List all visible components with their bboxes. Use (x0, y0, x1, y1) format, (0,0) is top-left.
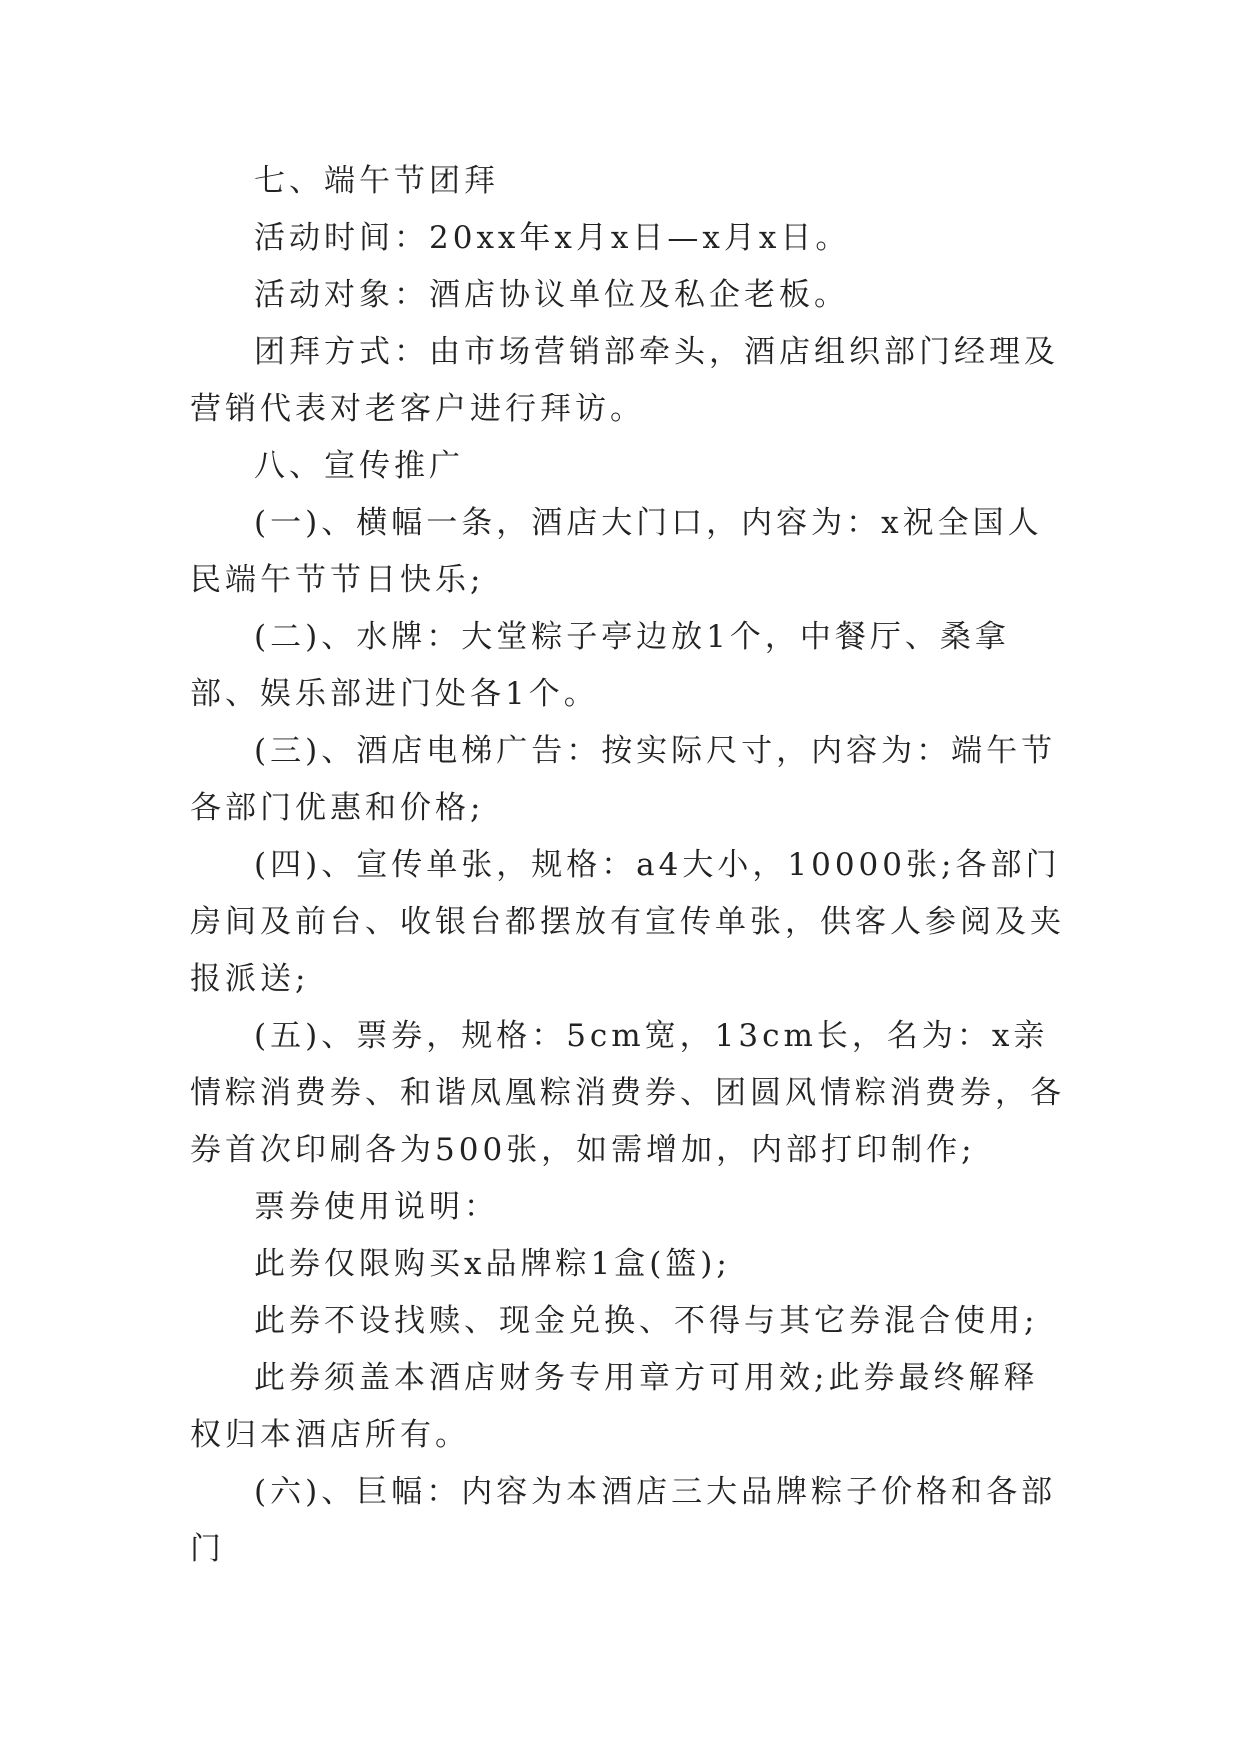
paragraph-voucher-rule-3: 此券须盖本酒店财务专用章方可用效;此券最终解释权归本酒店所有。 (190, 1360, 1039, 1453)
paragraph-visit-method: 团拜方式：由市场营销部牵头，酒店组织部门经理及营销代表对老客户进行拜访。 (190, 334, 1059, 427)
paragraph-banner: (一)、横幅一条，酒店大门口，内容为：x祝全国人民端午节节日快乐; (190, 505, 1043, 598)
paragraph-flyers: (四)、宣传单张，规格：a4大小，10000张;各部门房间及前台、收银台都摆放有宣传单张，供客人参阅及夹报派送; (190, 847, 1065, 997)
paragraph-activity-time: 活动时间：20xx年x月x日—x月x日。 (254, 220, 851, 256)
document-body (190, 153, 1070, 1578)
paragraph-activity-target: 活动对象：酒店协议单位及私企老板。 (254, 277, 849, 313)
paragraph-voucher-rule-2: 此券不设找赎、现金兑换、不得与其它券混合使用; (254, 1303, 1039, 1339)
paragraph-giant-banner: (六)、巨幅：内容为本酒店三大品牌粽子价格和各部门 (190, 1474, 1057, 1567)
paragraph-vouchers: (五)、票券，规格：5cm宽，13cm长，名为：x亲情粽消费券、和谐凤凰粽消费券、团圆风情粽消费券，各券首次印刷各为500张，如需增加，内部打印制作; (190, 1018, 1065, 1168)
paragraph-elevator-ad: (三)、酒店电梯广告：按实际尺寸，内容为：端午节各部门优惠和价格; (190, 733, 1057, 826)
section-heading-promotion: 八、宣传推广 (254, 448, 464, 484)
section-heading-dragon-boat-visit: 七、端午节团拜 (254, 163, 499, 199)
paragraph-voucher-instructions-heading: 票券使用说明： (254, 1189, 499, 1225)
paragraph-voucher-rule-1: 此券仅限购买x品牌粽1盒(篮); (254, 1246, 731, 1282)
paragraph-signboard: (二)、水牌：大堂粽子亭边放1个，中餐厅、桑拿部、娱乐部进门处各1个。 (190, 619, 1010, 712)
